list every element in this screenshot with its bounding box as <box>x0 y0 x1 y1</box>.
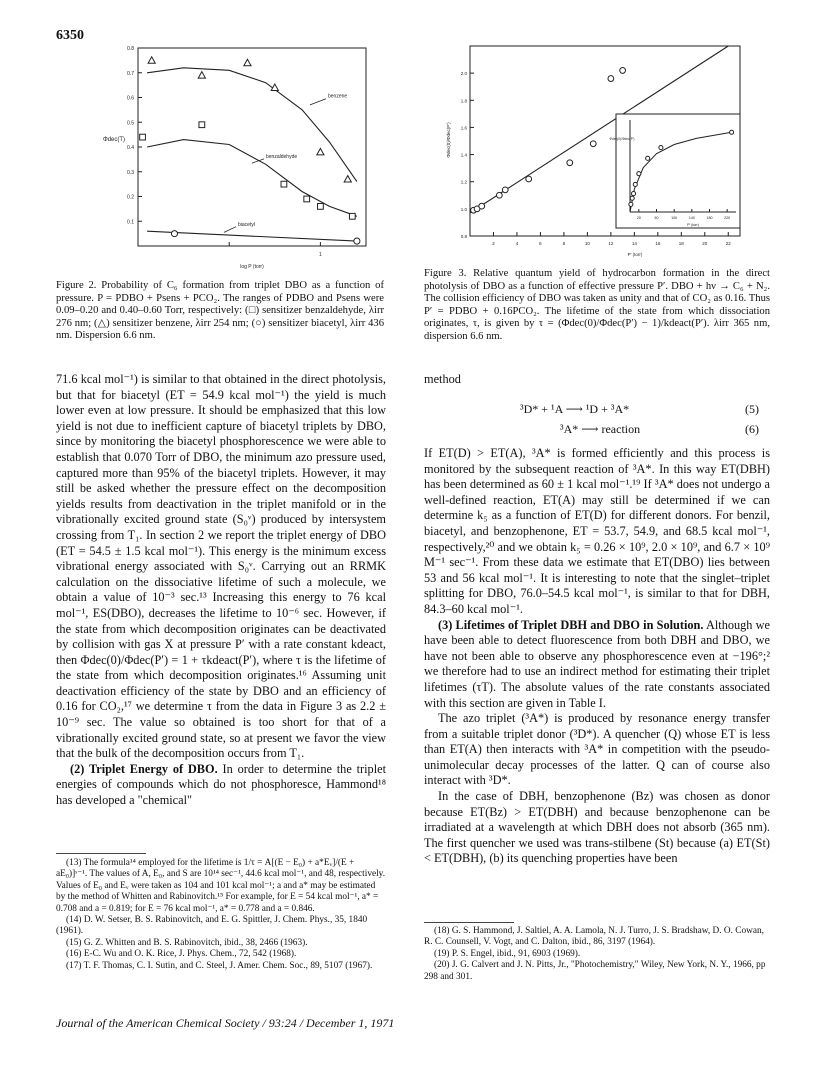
y-tick-label: 0.5 <box>127 120 134 127</box>
data-point-biacetyl <box>354 238 360 244</box>
triplet-energy-heading: (2) Triplet Energy of DBO. <box>70 761 218 776</box>
figure3-chart <box>440 40 760 266</box>
leader-line <box>224 227 236 233</box>
y-tick-label: 1.4 <box>460 152 467 158</box>
inset-y-axis-label: Φdec(0)/Φdec(P′) <box>609 137 635 141</box>
inset-x-tick-label: 20 <box>636 216 641 220</box>
data-point-biacetyl <box>171 231 177 237</box>
right-paragraph-2-text: Although we have been able to detect fluorescence from both DBH and DBO, we have not been able to observe any phosphorescence even at −196°;² we therefore had to use an indirect method for estimating their triplet lifetimes (τT). The absolute values of the rate constants associated with this section are given in Table I. <box>424 617 770 710</box>
y-tick-label: 1.2 <box>460 179 467 185</box>
right-footnotes <box>424 926 770 983</box>
data-point <box>620 68 626 74</box>
data-point <box>502 187 508 193</box>
data-point <box>479 203 485 209</box>
data-point-benzene <box>344 176 351 182</box>
inset-x-tick-label: 220 <box>724 216 731 220</box>
footnote: (19) P. S. Engel, ibid., 91, 6903 (1969). <box>434 948 581 959</box>
left-paragraph-2-text: In order to determine the triplet energies of compounds which do not phosphoresce, Hammond¹⁸ has developed a "chemical" <box>56 761 386 808</box>
y-tick-label: 1.6 <box>460 125 467 131</box>
figure3-caption: Figure 3. Relative quantum yield of hydrocarbon formation in the direct photolysis of DBO as a function of effective pressure P′. DBO + hν → C₆ + N₂. The collision efficiency of DBO was taken as unity and that of CO₂ as 0.16. Thus P′ = PDBO + 0.16PCO₂. The lifetime of the state from which dissociation originates, τ, is given by τ = (Φdec(0)/Φdec(P′) − 1)/kdeact(P′). λirr 365 nm, dispersion 6.6 nm. <box>424 268 770 342</box>
y-tick-label: 0.8 <box>127 46 134 52</box>
leader-line <box>310 99 326 105</box>
footnote: (20) J. G. Calvert and J. N. Pitts, Jr., "Photochemistry," Wiley, New York, N. Y., 1966, pp 298 and 301. <box>424 960 766 982</box>
y-tick-label: 0.2 <box>127 194 134 201</box>
method-text: method <box>424 372 461 386</box>
left-footnotes <box>56 858 386 972</box>
x-tick-label: 12 <box>608 241 614 246</box>
lifetimes-heading: (3) Lifetimes of Triplet DBH and DBO in Solution. <box>438 617 704 632</box>
equation-6-number: (6) <box>745 422 759 436</box>
inset-data-point <box>646 156 650 160</box>
data-point-benzene <box>198 72 205 78</box>
equation-5: ³D* + ¹A ⟶ ¹D + ³A* <box>520 402 630 416</box>
inset-data-point <box>630 196 634 200</box>
y-tick-label: 0.6 <box>127 95 134 102</box>
equation-6: ³A* ⟶ reaction <box>560 422 641 436</box>
right-paragraph-4: In the case of DBH, benzophenone (Bz) was chosen as donor because ET(Bz) > ET(DBH) and because benzophenone can be irradiated at a wavelength at which DBH does not absorb (365 nm). The first quencher we used was trans-stilbene (St) because (a) ET(St) < ET(DBH), (b) its quenching properties have been <box>424 789 770 866</box>
y-axis-label: Φdec(T) <box>102 137 126 143</box>
data-point-benzaldehyde <box>140 134 146 140</box>
y-tick-label: 0.4 <box>127 145 134 151</box>
x-tick-label: 16 <box>655 241 661 246</box>
series-label-benzaldehyde: benzaldehyde <box>266 154 298 161</box>
footnote-rule-left <box>56 853 146 854</box>
figure2-caption: Figure 2. Probability of C₆ formation from triplet DBO as a function of pressure. P = PDBO + Psens + PCO₂. The ranges of PDBO and Psens were 0.09–0.20 and 0.40–0.60 Torr, respectively: (□) sensitizer benzaldehyde, λirr 276 nm; (△) sensitizer benzene, λirr 254 nm; (○) sensitizer biacetyl, λirr 436 nm. Dispersion 6.6 nm. <box>56 280 384 342</box>
footnote: (15) G. Z. Whitten and B. S. Rabinovitch, ibid., 38, 2466 (1963). <box>66 937 308 948</box>
series-label-benzene: benzene <box>328 93 348 100</box>
footnote: (13) The formula¹⁴ employed for the lifetime is 1/τ = A[(E − E₀) + a*Eᵥ]/(E + aE₀)]ˢ⁻¹. The values of A, E₀, and S are 10¹⁴ sec⁻¹, 44.6 kcal mol⁻¹, and 48, respectively. Values of E₀ and Eᵥ were taken as 104 and 101 kcal mol⁻¹; a and a* may be estimated by the method of Whitten and Rabinovitch.¹⁵ For example, for E = 54 kcal mol⁻¹, a* = 0.708 and a = 0.819; for E = 76 kcal mol⁻¹, a* = 0.778 and a = 0.846. <box>56 858 386 914</box>
y-tick-label: 0.1 <box>127 219 134 226</box>
left-column <box>56 372 386 809</box>
right-column-intro <box>424 372 770 388</box>
y-axis-label: Φdec(0)/Φdec(P′) <box>446 122 451 158</box>
data-point-benzaldehyde <box>199 122 205 128</box>
x-axis-label: log P (torr) <box>240 264 264 270</box>
journal-footer: Journal of the American Chemical Society / 93:24 / December 1, 1971 <box>56 1016 395 1030</box>
footnote: (14) D. W. Setser, B. S. Rabinovitch, and E. G. Spittler, J. Chem. Phys., 35, 1840 (1961). <box>56 915 368 937</box>
data-point-benzaldehyde <box>318 204 324 210</box>
inset-data-point <box>659 146 663 150</box>
inset-x-tick-label: 140 <box>688 216 695 220</box>
x-tick-label: 8 <box>562 241 566 246</box>
series-curve-biacetyl <box>147 231 357 241</box>
figure2-chart <box>96 40 386 276</box>
left-paragraph-2 <box>56 762 386 809</box>
data-point <box>608 76 614 82</box>
right-paragraph-3: The azo triplet (³A*) is produced by resonance energy transfer from a suitable triplet donor (³D*). A quencher (Q) whose ET is less than ET(A) then interacts with ³A* in competition with the pseudo-unimolecular decay processes of the latter. Q can of course also interact with ³D*. <box>424 711 770 788</box>
footnote: (18) G. S. Hammond, J. Saltiel, A. A. Lamola, N. J. Turro, J. S. Bradshaw, D. O. Cowan, R. C. Counsell, V. Vogt, and C. Dalton, ibid., 86, 3197 (1964). <box>424 926 764 948</box>
right-paragraph-1: If ET(D) > ET(A), ³A* is formed efficiently and this process is monitored by the subsequent reaction of ³A*. In this way ET(DBH) has been determined as 60 ± 1 kcal mol⁻¹.¹⁹ If ³A* does not undergo a well-defined reaction, ET(A) may still be determined if we can determine k₅ as a function of ET(D) for different donors. For benzil, biacetyl, and benzophenone, ET = 53.7, 54.9, and 68.5 kcal mol⁻¹, respectively,²⁰ and we obtain k₅ = 0.26 × 10⁹, 2.0 × 10⁹, and 6.7 × 10⁹ M⁻¹ sec⁻¹. From these data we estimate that ET(DBO) lies between 53 and 56 kcal mol⁻¹. It is interesting to note that the singlet–triplet splitting for DBO, 76.0–54.5 kcal mol⁻¹, is similar to that for DBH, 84.3–60 kcal mol⁻¹. <box>424 446 770 616</box>
y-tick-label: 1.0 <box>460 206 467 212</box>
data-point <box>567 160 573 166</box>
inset-data-point <box>730 130 734 134</box>
equation-5-number: (5) <box>745 402 759 416</box>
page-number: 6350 <box>56 28 84 43</box>
x-tick-label: 6 <box>539 241 542 246</box>
x-axis-label: P′ (torr) <box>627 252 643 257</box>
y-tick-label: 1.8 <box>460 98 467 104</box>
inset-data-point <box>637 172 641 176</box>
footnote: (16) E-C. Wu and O. K. Rice, J. Phys. Chem., 72, 542 (1968). <box>66 949 297 960</box>
data-point-benzene <box>148 57 155 63</box>
data-point <box>590 141 596 147</box>
x-tick-label: 10 <box>584 241 590 246</box>
data-point-benzaldehyde <box>304 196 310 202</box>
data-point-benzene <box>317 148 324 154</box>
footnote-rule-right <box>424 922 514 923</box>
x-tick-label: 4 <box>515 241 519 246</box>
x-tick-label: 2 <box>492 241 495 246</box>
inset-frame <box>616 114 740 228</box>
inset-data-point <box>631 192 635 196</box>
data-point <box>526 176 532 182</box>
inset-data-point <box>629 202 633 206</box>
y-tick-label: 0.8 <box>460 234 467 239</box>
inset-x-tick-label: 100 <box>671 216 678 220</box>
left-paragraph-1: 71.6 kcal mol⁻¹) is similar to that obtained in the direct photolysis, but that for biacetyl (ET = 54.9 kcal mol⁻¹) the yield is much lower even at low pressure. It should be emphasized that this low yield is not due to inefficient capture of biacetyl triplets by DBO, since by monitoring the biacetyl phosphorescence we were able to establish that 0.070 Torr of DBO, the minimum azo pressure used, captured more than 95% of the biacetyl triplets. However, it may still be asked whether the pressure effect on the decomposition yields results from deactivation in the triplet manifold or in the vibrationally excited ground state (S₀ᵛ) produced by intersystem crossing from T₁. In section 2 we report the triplet energy of DBO (ET = 54.5 ± 1.5 kcal mol⁻¹). This energy is the minimum excess vibrational energy associated with S₀ᵛ. Carrying out an RRMK calculation on the dissociative lifetime of such a molecule, we obtain a value of 10⁻³ sec.¹³ Increasing this energy to 76 kcal mol⁻¹, ES(DBO), decreases the lifetime to 10⁻⁶ sec. However, if the state from which decomposition originates can be deactivated by collision with gas X at pressure P′ with a rate constant kdeact, then Φdec(0)/Φdec(P′) = 1 + τkdeact(P′), where τ is the lifetime of the state from which decomposition originates.¹⁶ Assuming unit deactivation efficiency of the state by DBO and an efficiency of 0.16 for CO₂,¹⁷ we determine τ from the data in Figure 3 as 2.2 ± 10⁻⁹ sec. The value so obtained is too short for that of a vibrationally excited ground state, so at present we favor the view that the bulk of the decomposition occurs from T₁. <box>56 372 386 761</box>
data-point-benzaldehyde <box>281 181 287 187</box>
inset-x-tick-label: 180 <box>706 216 713 220</box>
right-paragraph-2 <box>424 618 770 712</box>
data-point-benzene <box>244 59 251 65</box>
series-curve-benzaldehyde <box>147 140 357 217</box>
x-tick-label: 14 <box>631 241 637 246</box>
x-tick-label: 18 <box>678 241 684 246</box>
x-tick-label: 1 <box>319 252 322 258</box>
right-column <box>424 446 770 867</box>
inset-x-tick-label: 60 <box>654 216 659 220</box>
y-tick-label: 2.0 <box>460 71 467 77</box>
x-tick-label: 22 <box>725 241 731 246</box>
series-label-biacetyl: biacetyl <box>238 222 255 229</box>
inset-data-point <box>633 182 637 186</box>
inset-x-axis-label: P′ (torr) <box>687 223 699 227</box>
y-tick-label: 0.7 <box>127 70 134 77</box>
footnote: (17) T. F. Thomas, C. I. Sutin, and C. Steel, J. Amer. Chem. Soc., 89, 5107 (1967). <box>66 960 373 971</box>
y-tick-label: 0.3 <box>127 169 134 176</box>
x-tick-label: 20 <box>702 241 708 246</box>
series-curve-benzene <box>147 68 357 182</box>
data-point-benzaldehyde <box>349 213 355 219</box>
data-point <box>496 192 502 198</box>
